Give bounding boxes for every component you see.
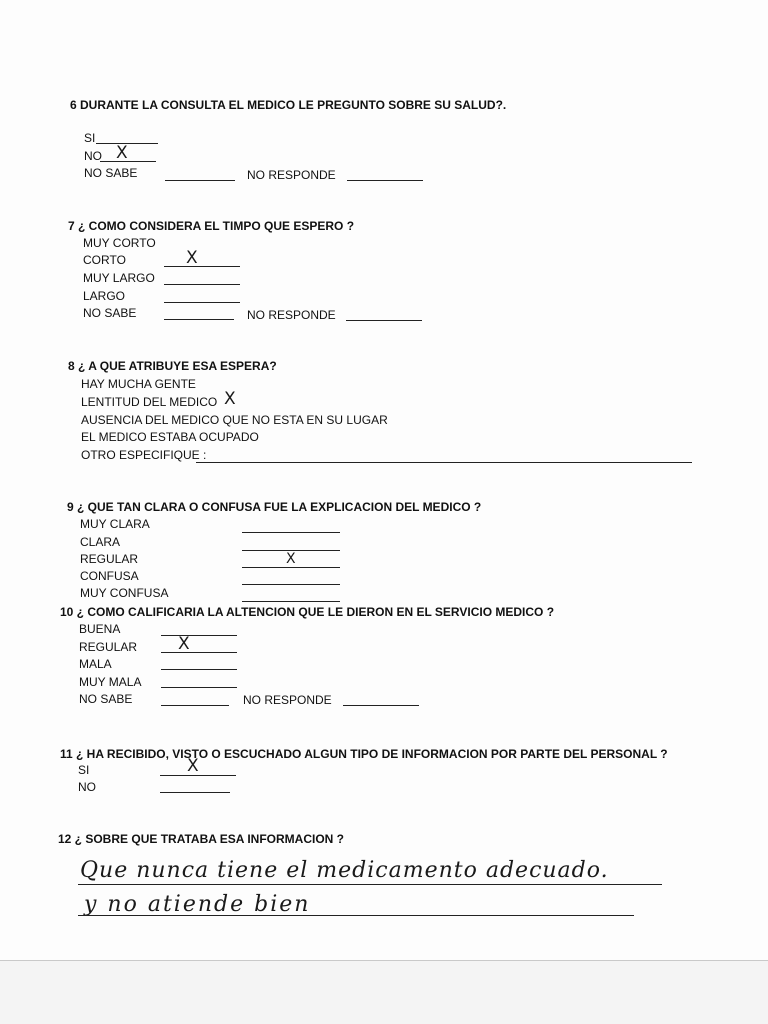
q12-answer-line2-rule bbox=[78, 915, 634, 916]
q10-muy-mala-blank[interactable] bbox=[161, 687, 237, 688]
q7-title: 7 ¿ COMO CONSIDERA EL TIMPO QUE ESPERO ? bbox=[68, 219, 355, 233]
q12-title: 12 ¿ SOBRE QUE TRATABA ESA INFORMACION ? bbox=[58, 832, 345, 846]
q6-no-responde-blank[interactable] bbox=[347, 180, 423, 181]
q6-option-no: NO bbox=[84, 149, 102, 163]
q10-option-buena: BUENA bbox=[79, 622, 121, 636]
q7-largo-blank[interactable] bbox=[164, 302, 240, 303]
q6-no-check-mark: X bbox=[116, 143, 128, 163]
q10-regular-check-mark: X bbox=[178, 634, 190, 654]
q8-option-ausencia: AUSENCIA DEL MEDICO QUE NO ESTA EN SU LUGAR bbox=[81, 413, 388, 427]
q7-option-corto: CORTO bbox=[83, 253, 126, 267]
q12-handwritten-answer-line2: y no atiende bien bbox=[84, 892, 311, 917]
q11-si-check-mark: X bbox=[187, 756, 199, 776]
q11-title: 11 ¿ HA RECIBIDO, VISTO O ESCUCHADO ALGUN TIPO DE INFORMACION POR PARTE DEL PERSONAL ? bbox=[60, 747, 668, 761]
q10-no-responde-blank[interactable] bbox=[343, 705, 419, 706]
q7-option-no-sabe: NO SABE bbox=[83, 306, 137, 320]
q6-no-blank[interactable] bbox=[100, 161, 156, 162]
q9-option-muy-clara: MUY CLARA bbox=[80, 517, 150, 531]
q8-option-otro: OTRO ESPECIFIQUE : bbox=[81, 448, 207, 462]
q10-option-mala: MALA bbox=[79, 657, 112, 671]
q10-option-no-responde: NO RESPONDE bbox=[243, 693, 332, 707]
q11-option-si: SI bbox=[78, 763, 90, 777]
scan-bottom-margin bbox=[0, 961, 768, 1024]
q9-title: 9 ¿ QUE TAN CLARA O CONFUSA FUE LA EXPLICACION DEL MEDICO ? bbox=[67, 500, 482, 514]
q8-title: 8 ¿ A QUE ATRIBUYE ESA ESPERA? bbox=[68, 359, 277, 373]
q9-option-muy-confusa: MUY CONFUSA bbox=[80, 586, 169, 600]
q12-handwritten-answer-line1: Que nunca tiene el medicamento adecuado. bbox=[80, 858, 609, 883]
q9-confusa-blank[interactable] bbox=[242, 584, 340, 585]
q10-buena-blank[interactable] bbox=[161, 635, 237, 636]
q10-mala-blank[interactable] bbox=[161, 669, 237, 670]
q9-muy-clara-blank[interactable] bbox=[242, 532, 340, 533]
q9-regular-check-mark: X bbox=[286, 551, 296, 567]
q7-corto-check-mark: X bbox=[186, 248, 198, 268]
q10-option-muy-mala: MUY MALA bbox=[79, 675, 142, 689]
q7-no-responde-blank[interactable] bbox=[346, 320, 422, 321]
q9-option-clara: CLARA bbox=[80, 535, 121, 549]
q8-otro-blank[interactable] bbox=[196, 462, 692, 463]
q10-no-sabe-blank[interactable] bbox=[161, 705, 229, 706]
q8-option-mucha-gente: HAY MUCHA GENTE bbox=[81, 377, 196, 391]
q6-no-sabe-blank[interactable] bbox=[165, 180, 235, 181]
q7-option-largo: LARGO bbox=[83, 289, 126, 303]
q10-option-regular: REGULAR bbox=[79, 640, 138, 654]
q6-title: 6 DURANTE LA CONSULTA EL MEDICO LE PREGUNTO SOBRE SU SALUD?. bbox=[70, 98, 507, 112]
q7-option-no-responde: NO RESPONDE bbox=[247, 308, 336, 322]
q10-title: 10 ¿ COMO CALIFICARIA LA ALTENCION QUE LE DIERON EN EL SERVICIO MEDICO ? bbox=[60, 605, 555, 619]
q9-muy-confusa-blank[interactable] bbox=[242, 601, 340, 602]
q6-option-no-sabe: NO SABE bbox=[84, 166, 138, 180]
q8-lentitud-check-mark: X bbox=[224, 389, 236, 409]
q10-option-no-sabe: NO SABE bbox=[79, 692, 133, 706]
q7-option-muy-largo: MUY LARGO bbox=[83, 271, 155, 285]
q11-no-blank[interactable] bbox=[160, 792, 230, 793]
q6-option-no-responde: NO RESPONDE bbox=[247, 168, 336, 182]
q7-corto-blank[interactable] bbox=[164, 266, 240, 267]
q8-option-ocupado: EL MEDICO ESTABA OCUPADO bbox=[81, 430, 259, 444]
q10-regular-blank[interactable] bbox=[161, 652, 237, 653]
q6-option-si: SI bbox=[84, 131, 96, 145]
q7-no-sabe-blank[interactable] bbox=[164, 319, 234, 320]
q7-option-muy-corto: MUY CORTO bbox=[83, 236, 156, 250]
q9-option-confusa: CONFUSA bbox=[80, 569, 139, 583]
q12-answer-line1-rule bbox=[78, 884, 662, 885]
q8-option-lentitud: LENTITUD DEL MEDICO bbox=[81, 395, 218, 409]
q11-option-no: NO bbox=[78, 780, 96, 794]
q9-option-regular: REGULAR bbox=[80, 552, 139, 566]
q7-muy-largo-blank[interactable] bbox=[164, 284, 240, 285]
